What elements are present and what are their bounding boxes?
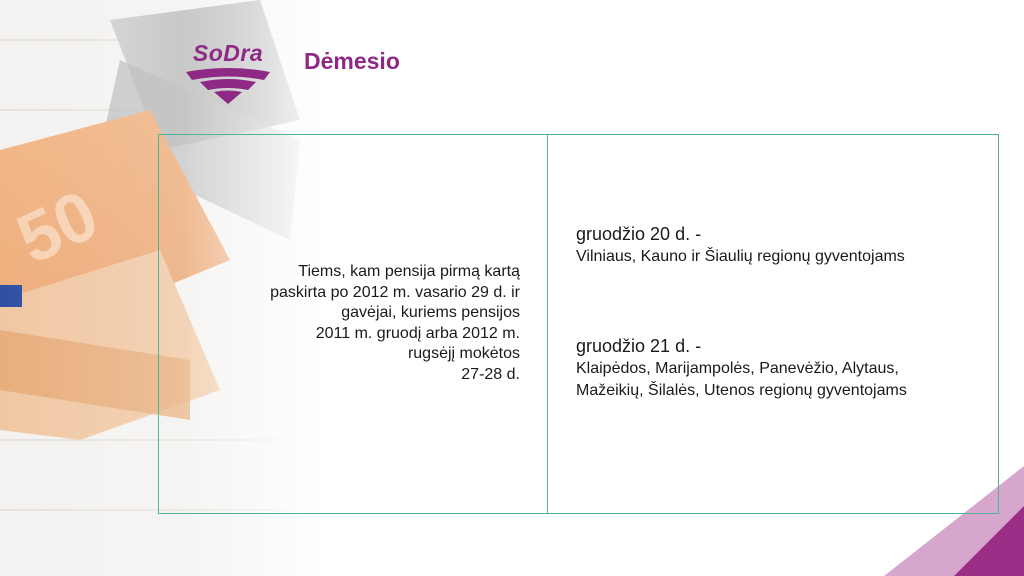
sodra-logo: [180, 40, 276, 106]
logo-emblem-icon: [180, 40, 276, 106]
schedule-regions: Vilniaus, Kauno ir Šiaulių regionų gyventojams: [576, 248, 905, 265]
left-line: 27-28 d.: [461, 365, 520, 383]
left-line: 2011 m. gruodį arba 2012 m.: [315, 324, 520, 342]
schedule-block-dec-21: [576, 334, 907, 402]
schedule-date: gruodžio 21 d. -: [576, 336, 702, 356]
schedule-regions: Klaipėdos, Marijampolės, Panevėžio, Alytaus,: [576, 360, 899, 377]
left-line: gavėjai, kuriems pensijos: [341, 304, 520, 321]
column-divider: [547, 134, 548, 514]
schedule-regions: Mažeikių, Šilalės, Utenos regionų gyventojams: [576, 382, 907, 399]
left-line: Tiems, kam pensija pirmą kartą: [298, 263, 520, 280]
schedule-date: gruodžio 20 d. -: [576, 224, 702, 244]
left-line: paskirta po 2012 m. vasario 29 d. ir: [270, 283, 520, 301]
schedule-block-dec-20: [576, 222, 905, 268]
page-title: Dėmesio: [304, 48, 400, 74]
left-column-text: [200, 262, 520, 385]
left-line: rugsėjį mokėtos: [407, 345, 520, 362]
logo-wordmark: SoDra: [192, 40, 264, 66]
